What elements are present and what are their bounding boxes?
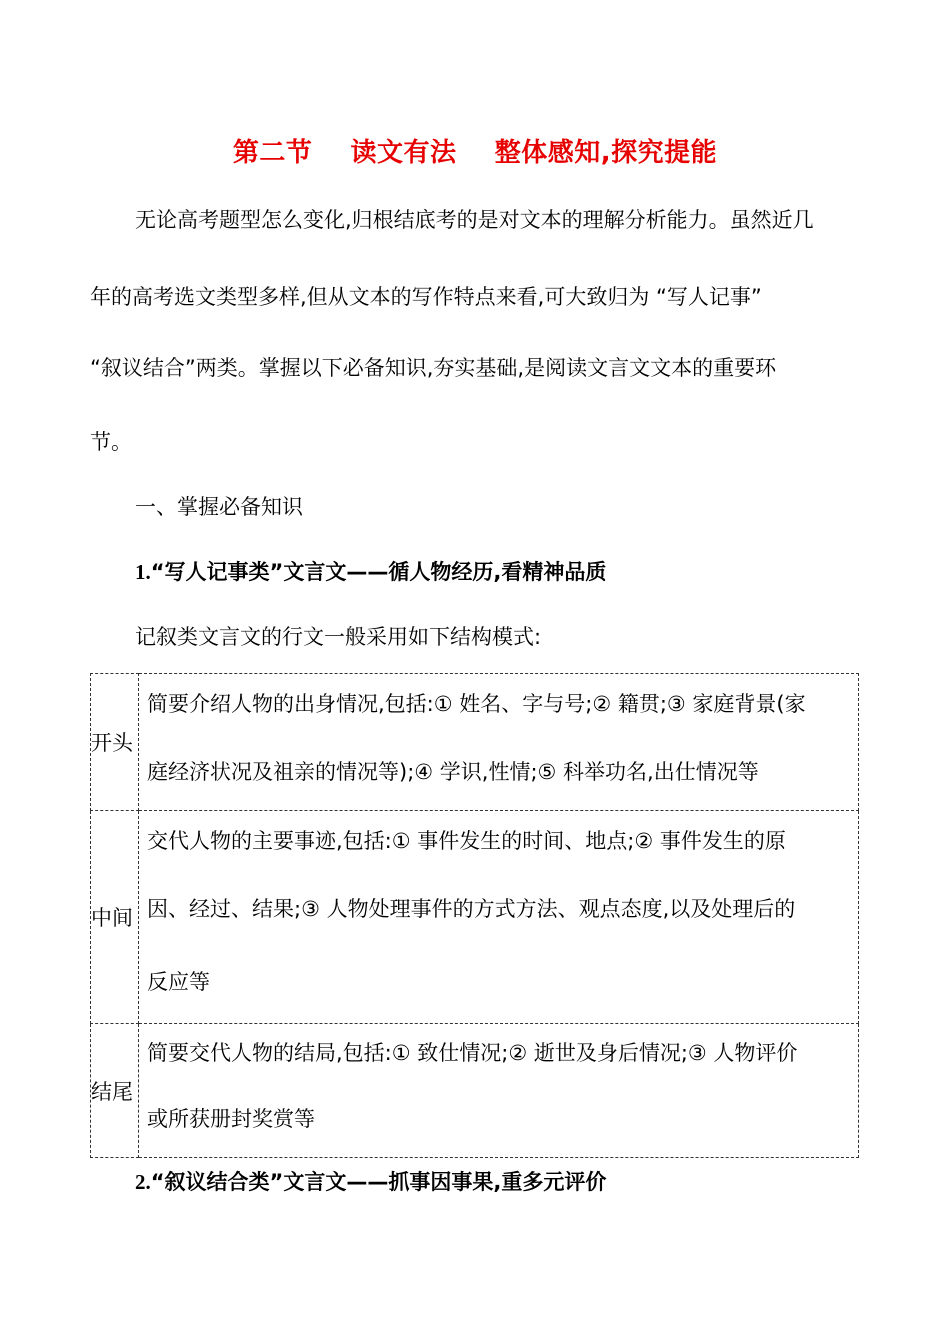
subsection-2-text: “叙议结合类”文言文——抓事因事果,重多元评价 (150, 1170, 607, 1194)
row-opening-line-1: 简要介绍人物的出身情况,包括:① 姓名、字与号;② 籍贯;③ 家庭背景(家 (147, 692, 806, 716)
section-heading: 一、掌握必备知识 (135, 495, 303, 519)
intro-line-4: 节。 (90, 430, 132, 454)
page-title: 第二节 读文有法 整体感知,探究提能 (232, 138, 718, 168)
row-content-opening (139, 674, 859, 811)
row-label-opening: 开头 (91, 674, 139, 811)
row-middle-line-3: 反应等 (147, 970, 210, 994)
intro-line-2: 年的高考选文类型多样,但从文本的写作特点来看,可大致归为 “写人记事” (90, 285, 762, 309)
row-content-middle (139, 811, 859, 1024)
subsection-1-number: 1. (135, 560, 151, 584)
table-row (91, 1024, 859, 1158)
row-label-middle: 中间 (91, 811, 139, 1024)
intro-line-3: “叙议结合”两类。掌握以下必备知识,夯实基础,是阅读文言文文本的重要环 (90, 356, 777, 380)
subsection-2-heading (135, 1167, 606, 1197)
subsection-2-number: 2. (135, 1170, 151, 1194)
row-middle-line-1: 交代人物的主要事迹,包括:① 事件发生的时间、地点;② 事件发生的原 (147, 829, 786, 853)
intro-line-1: 无论高考题型怎么变化,归根结底考的是对文本的理解分析能力。虽然近几 (135, 208, 814, 232)
table-row (91, 674, 859, 811)
row-content-ending (139, 1024, 859, 1158)
row-label-ending: 结尾 (91, 1024, 139, 1158)
row-ending-line-1: 简要交代人物的结局,包括:① 致仕情况;② 逝世及身后情况;③ 人物评价 (147, 1041, 798, 1065)
row-ending-line-2: 或所获册封奖赏等 (147, 1107, 315, 1131)
row-opening-line-2: 庭经济状况及祖亲的情况等);④ 学识,性情;⑤ 科举功名,出仕情况等 (147, 760, 759, 784)
table-row (91, 811, 859, 1024)
subsection-1-text: “写人记事类”文言文——循人物经历,看精神品质 (150, 560, 607, 584)
subsection-1-heading (135, 557, 606, 587)
structure-intro: 记叙类文言文的行文一般采用如下结构模式: (135, 625, 542, 649)
row-middle-line-2: 因、经过、结果;③ 人物处理事件的方式方法、观点态度,以及处理后的 (147, 897, 796, 921)
structure-table (90, 673, 859, 1154)
